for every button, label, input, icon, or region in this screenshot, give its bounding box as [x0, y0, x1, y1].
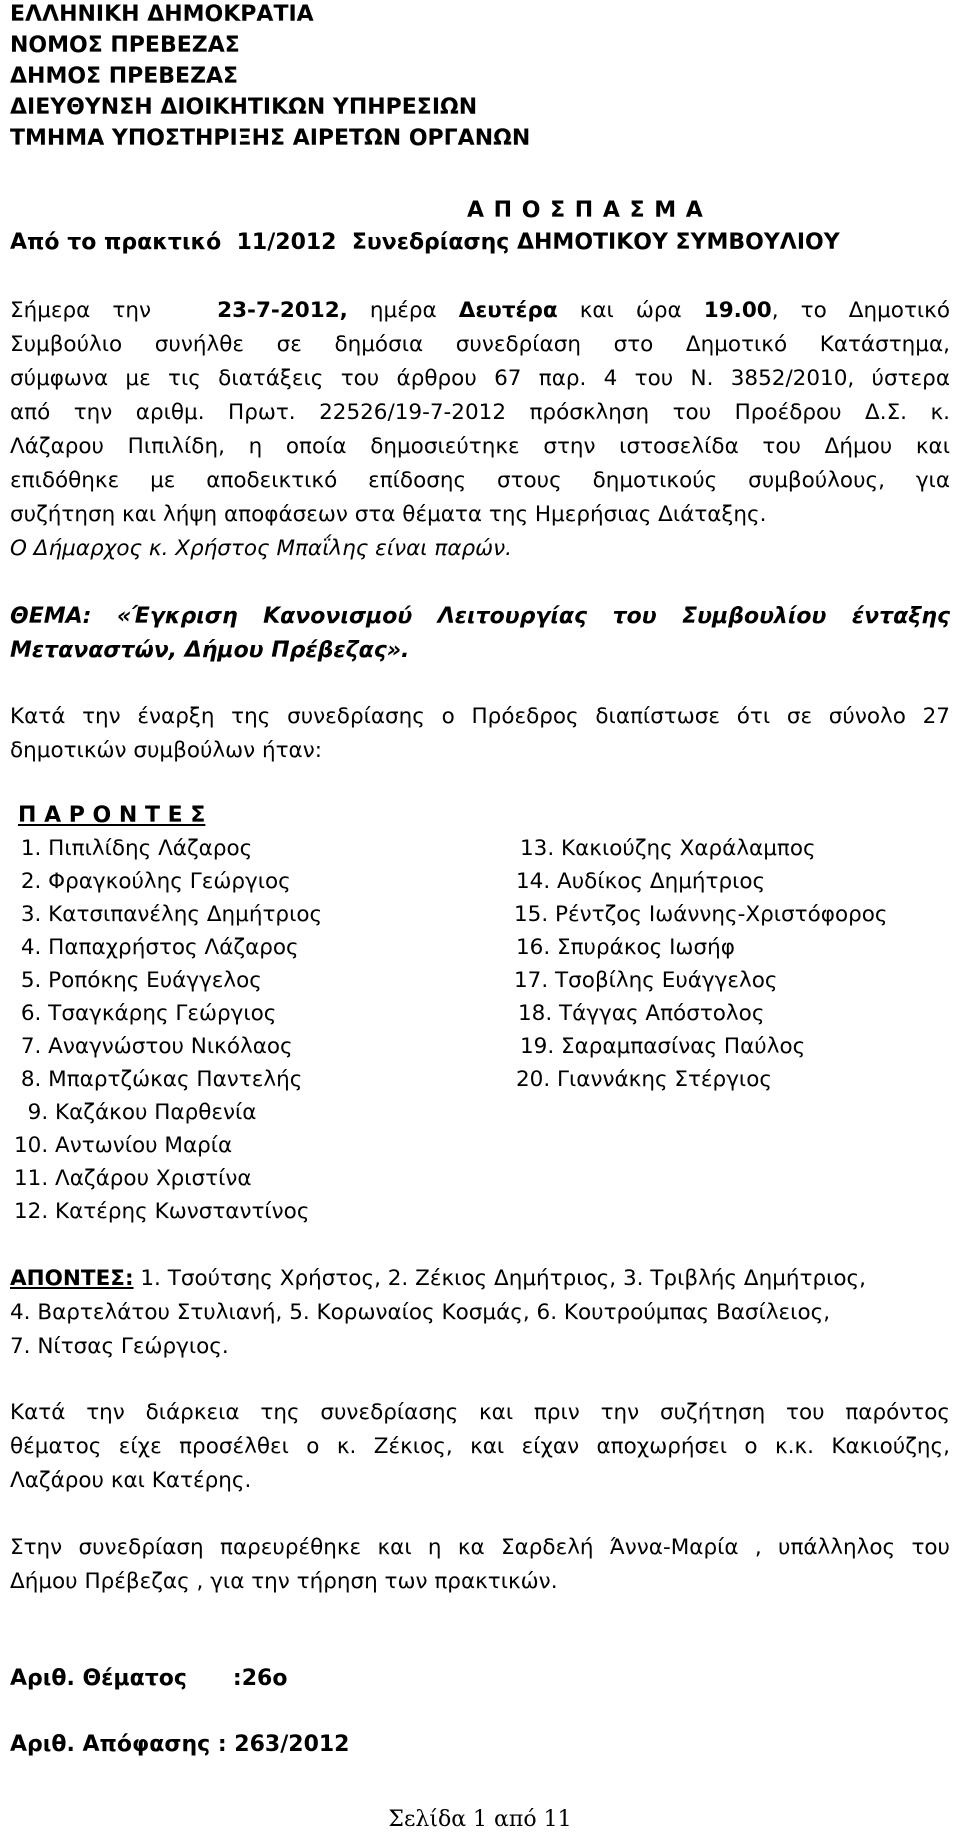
intro-text: ημέρα	[347, 298, 459, 323]
intro-line: Λάζαρου Πιπιλίδη, η οποία δημοσιεύτηκε στην ιστοσελίδα του Δήμου και	[10, 434, 950, 459]
present-heading: Π Α Ρ Ο Ν Τ Ε Σ	[18, 803, 206, 828]
header-line: ΔΙΕΥΘΥΝΣΗ ΔΙΟΙΚΗΤΙΚΩΝ ΥΠΗΡΕΣΙΩΝ	[10, 95, 478, 120]
intro-line: σύμφωνα με τις διατάξεις του άρθρου 67 παρ. 4 του Ν. 3852/2010, ύστερα	[10, 366, 950, 391]
quorum-line: Κατά την έναρξη της συνεδρίασης ο Πρόεδρος διαπίστωσε ότι σε σύνολο 27	[10, 704, 950, 729]
present-member: 6. Τσαγκάρης Γεώργιος	[14, 1001, 277, 1026]
intro-line: επιδόθηκε με αποδεικτικό επίδοσης στους δημοτικούς συμβούλους, για	[10, 468, 950, 493]
subject-line: ΘΕΜΑ: «Έγκριση Κανονισμού Λειτουργίας του Συμβουλίου ένταξης	[10, 604, 950, 629]
quorum-line: δημοτικών συμβούλων ήταν:	[10, 738, 322, 763]
absent-line	[10, 1268, 866, 1290]
subject-line: Μεταναστών, Δήμου Πρέβεζας».	[10, 638, 410, 663]
present-member: 5. Ροπόκης Ευάγγελος	[14, 968, 262, 993]
present-member: 15. Ρέντζος Ιωάννης-Χριστόφορος	[514, 902, 888, 927]
session-hour: 19.00	[703, 298, 772, 323]
present-member: 12. Κατέρης Κωνσταντίνος	[14, 1199, 310, 1224]
clerk-line: Στην συνεδρίαση παρευρέθηκε και η κα Σαρδελή Άννα-Μαρία , υπάλληλος του	[10, 1535, 950, 1560]
item-number-value: :26ο	[232, 1666, 288, 1691]
intro-text: , το Δημοτικό	[771, 298, 950, 323]
arrivals-line: Λαζάρου και Κατέρης.	[10, 1468, 252, 1493]
present-member: 8. Μπαρτζώκας Παντελής	[14, 1067, 303, 1092]
present-member: 3. Κατσιπανέλης Δημήτριος	[14, 902, 323, 927]
decision-number: Αριθ. Απόφασης : 263/2012	[10, 1732, 350, 1757]
subtitle-rest: Συνεδρίασης ΔΗΜΟΤΙΚΟΥ ΣΥΜΒΟΥΛΙΟΥ	[351, 230, 840, 255]
arrivals-line: θέματος είχε προσέλθει ο κ. Ζέκιος, και είχαν αποχωρήσει ο κ.κ. Κακιούζης,	[10, 1434, 950, 1459]
present-member: 13. Κακιούζης Χαράλαμπος	[520, 836, 816, 861]
session-number: 11/2012	[236, 230, 337, 255]
intro-line	[10, 300, 950, 322]
intro-text: και ώρα	[557, 298, 704, 323]
header-line: ΝΟΜΟΣ ΠΡΕΒΕΖΑΣ	[10, 33, 240, 58]
present-member: 19. Σαραμπασίνας Παύλος	[520, 1034, 806, 1059]
absent-list: 1. Τσούτσης Χρήστος, 2. Ζέκιος Δημήτριος, 3. Τριβλής Δημήτριος,	[133, 1266, 866, 1291]
subtitle-prefix: Από το πρακτικό	[10, 230, 222, 255]
present-member: 7. Αναγνώστου Νικόλαος	[14, 1034, 293, 1059]
present-member: 9. Καζάκου Παρθενία	[14, 1100, 257, 1125]
present-member: 1. Πιπιλίδης Λάζαρος	[14, 836, 253, 861]
minutes-subtitle	[10, 232, 840, 254]
present-member: 11. Λαζάρου Χριστίνα	[14, 1166, 252, 1191]
present-member: 2. Φραγκούλης Γεώργιος	[14, 869, 291, 894]
absent-line: 4. Βαρτελάτου Στυλιανή, 5. Κορωναίος Κοσμάς, 6. Κουτρούμπας Βασίλειος,	[10, 1300, 831, 1325]
clerk-line: Δήμου Πρέβεζας , για την τήρηση των πρακτικών.	[10, 1569, 558, 1594]
present-member: 14. Αυδίκος Δημήτριος	[516, 869, 766, 894]
absent-line: 7. Νίτσας Γεώργιος.	[10, 1334, 229, 1359]
header-line: ΔΗΜΟΣ ΠΡΕΒΕΖΑΣ	[10, 64, 239, 89]
arrivals-line: Κατά την διάρκεια της συνεδρίασης και πριν την συζήτηση του παρόντος	[10, 1400, 950, 1425]
session-day: Δευτέρα	[458, 298, 558, 323]
present-member: 18. Τάγγας Απόστολος	[518, 1001, 765, 1026]
present-member: 4. Παπαχρήστος Λάζαρος	[14, 935, 299, 960]
intro-line: συζήτηση και λήψη αποφάσεων στα θέματα της Ημερήσιας Διάταξης.	[10, 502, 767, 527]
header-line: ΕΛΛΗΝΙΚΗ ΔΗΜΟΚΡΑΤΙΑ	[10, 2, 314, 27]
apospasma-title: Α Π Ο Σ Π Α Σ Μ Α	[467, 198, 704, 223]
present-member: 10. Αντωνίου Μαρία	[14, 1133, 233, 1158]
present-member: 17. Τσοβίλης Ευάγγελος	[514, 968, 778, 993]
intro-text: Σήμερα την	[10, 298, 174, 323]
present-member: 16. Σπυράκος Ιωσήφ	[516, 935, 735, 960]
header-line: ΤΜΗΜΑ ΥΠΟΣΤΗΡΙΞΗΣ ΑΙΡΕΤΩΝ ΟΡΓΑΝΩΝ	[10, 126, 531, 151]
absent-label: ΑΠΟΝΤΕΣ:	[10, 1266, 134, 1291]
present-member: 20. Γιαννάκης Στέργιος	[516, 1067, 772, 1092]
intro-line: από την αριθμ. Πρωτ. 22526/19-7-2012 πρόσκληση του Προέδρου Δ.Σ. κ.	[10, 400, 950, 425]
session-date: 23-7-2012,	[217, 298, 348, 323]
page-number: Σελίδα 1 από 11	[388, 1807, 572, 1832]
item-number-line	[10, 1668, 287, 1690]
intro-line: Συμβούλιο συνήλθε σε δημόσια συνεδρίαση στο Δημοτικό Κατάστημα,	[10, 332, 950, 357]
mayor-presence: Ο Δήμαρχος κ. Χρήστος Μπαΐλης είναι παρών.	[10, 536, 512, 561]
item-number-label: Αριθ. Θέματος	[10, 1666, 187, 1691]
